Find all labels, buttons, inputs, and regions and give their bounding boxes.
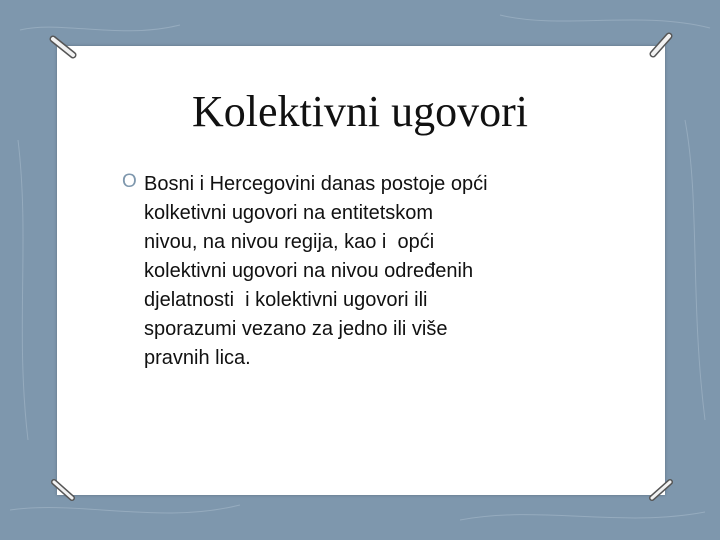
bullet-marker-icon: O bbox=[122, 171, 137, 192]
bullet-list bbox=[122, 170, 642, 373]
pin-bottom-left-icon bbox=[48, 476, 80, 506]
bullet-line: kolektivni ugovori na nivou određenih bbox=[144, 260, 474, 282]
bullet-line: djelatnosti i kolektivni ugovori ili bbox=[144, 289, 428, 311]
bullet-line: nivou, na nivou regija, kao i opći bbox=[144, 231, 435, 253]
bullet-line: kolketivni ugovori na entitetskom bbox=[144, 202, 434, 224]
bullet-item bbox=[122, 170, 642, 373]
slide-title: Kolektivni ugovori bbox=[191, 87, 529, 136]
pin-bottom-right-icon bbox=[644, 476, 676, 506]
bullet-line: pravnih lica. bbox=[144, 347, 251, 369]
pin-top-right-icon bbox=[643, 30, 677, 62]
pin-top-left-icon bbox=[47, 33, 81, 63]
bullet-line: sporazumi vezano za jedno ili više bbox=[144, 318, 448, 340]
bullet-line: Bosni i Hercegovini danas postoje opći bbox=[144, 173, 488, 195]
